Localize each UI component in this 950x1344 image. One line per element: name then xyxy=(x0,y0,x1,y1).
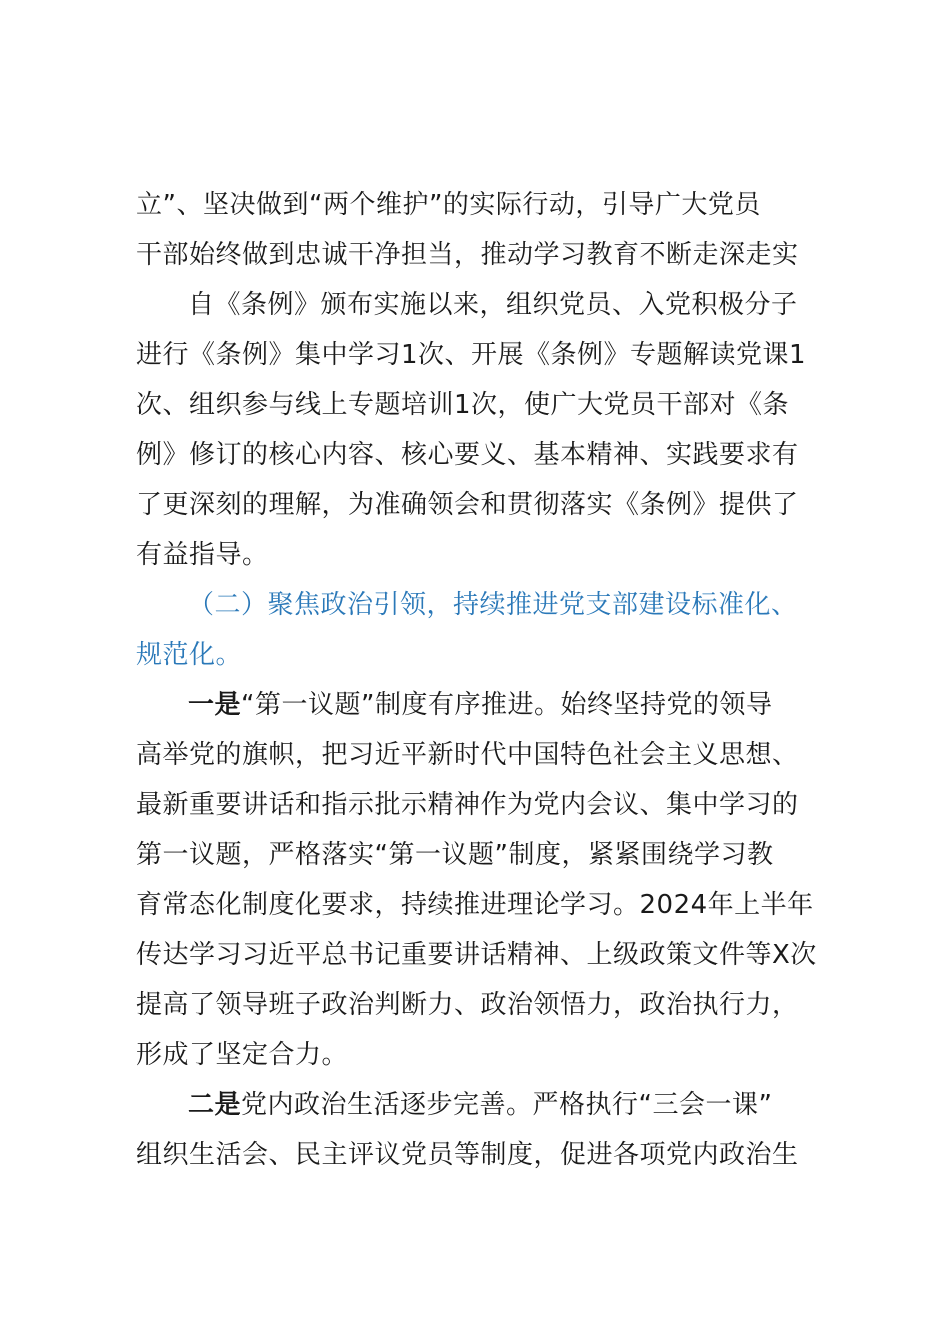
paragraph-line: 例》修订的核心内容、核心要义、基本精神、实践要求有 xyxy=(136,440,799,470)
bold-label: 二是 xyxy=(188,1090,242,1120)
paragraph-line: 育常态化制度化要求，持续推进理论学习。2024年上半年 xyxy=(136,890,814,920)
paragraph-line: 传达学习习近平总书记重要讲话精神、上级政策文件等X次 xyxy=(136,940,817,970)
paragraph-line: 干部始终做到忠诚干净担当，推动学习教育不断走深走实 xyxy=(136,240,799,270)
paragraph-line: 第一议题，严格落实“第一议题”制度，紧紧围绕学习教 xyxy=(136,840,774,870)
paragraph-line: 次、组织参与线上专题培训1次，使广大党员干部对《条 xyxy=(136,390,790,420)
paragraph-line xyxy=(136,1080,852,1130)
paragraph-line xyxy=(136,680,852,730)
paragraph-line: 进行《条例》集中学习1次、开展《条例》专题解读党课1 xyxy=(136,340,807,370)
bold-label: 一是 xyxy=(188,690,242,720)
paragraph-line: 提高了领导班子政治判断力、政治领悟力，政治执行力， xyxy=(136,990,799,1020)
section-heading: （二）聚焦政治引领，持续推进党支部建设标准化、 xyxy=(188,590,798,620)
paragraph-line: 最新重要讲话和指示批示精神作为党内会议、集中学习的 xyxy=(136,790,799,820)
paragraph-text: 党内政治生活逐步完善。严格执行“三会一课” xyxy=(241,1090,773,1120)
paragraph-line: 立”、坚决做到“两个维护”的实际行动，引导广大党员 xyxy=(136,190,761,220)
document-body xyxy=(136,180,852,1180)
paragraph-line: 有益指导。 xyxy=(136,540,269,570)
paragraph-line: 形成了坚定合力。 xyxy=(136,1040,349,1070)
paragraph-line: 高举党的旗帜，把习近平新时代中国特色社会主义思想、 xyxy=(136,740,799,770)
paragraph-line: 自《条例》颁布实施以来，组织党员、入党积极分子 xyxy=(188,290,798,320)
paragraph-line: 组织生活会、民主评议党员等制度，促进各项党内政治生 xyxy=(136,1140,799,1170)
section-heading: 规范化。 xyxy=(136,640,243,670)
paragraph-text: “第一议题”制度有序推进。始终坚持党的领导 xyxy=(241,690,773,720)
paragraph-line: 了更深刻的理解，为准确领会和贯彻落实《条例》提供了 xyxy=(136,490,799,520)
